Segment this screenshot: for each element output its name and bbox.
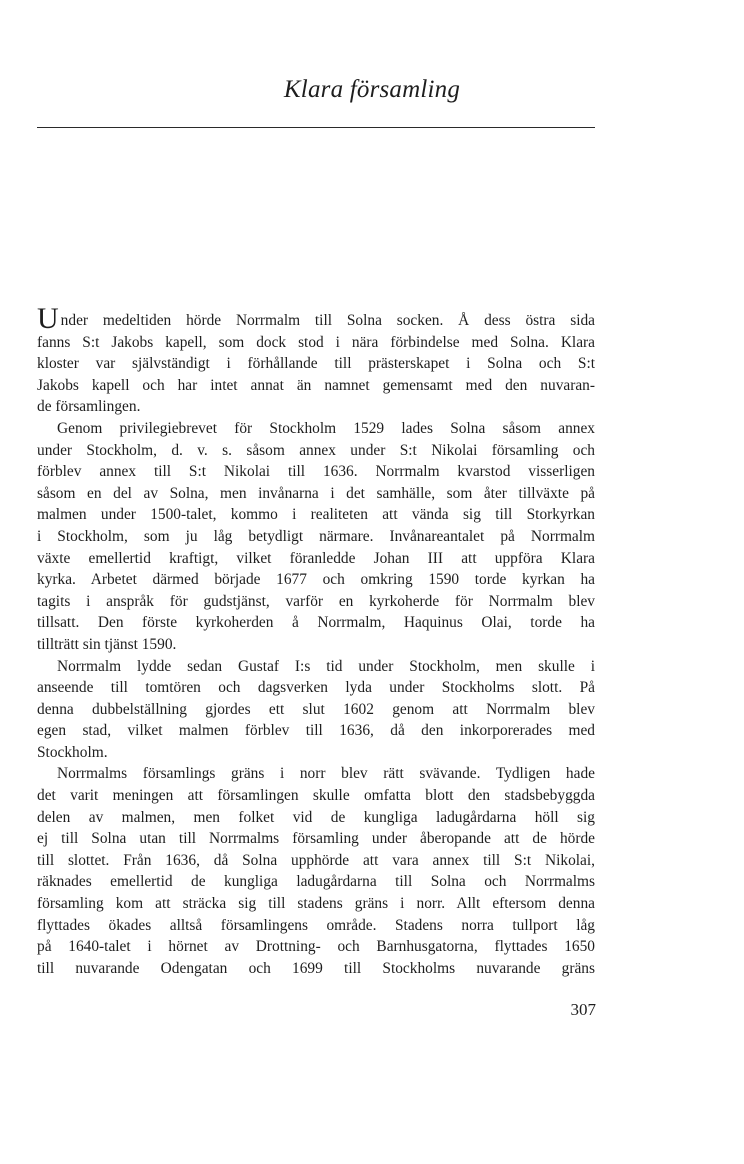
text-line: tillträtt sin tjänst 1590. xyxy=(37,635,177,653)
text-line: tagits i anspråk för gudstjänst, varför en kyrkoherde för Norrmalm blev xyxy=(37,592,595,610)
text-line: Norrmalm lydde sedan Gustaf I:s tid under Stockholm, men skulle i xyxy=(57,657,595,675)
text-line: kyrka. Arbetet därmed började 1677 och omkring 1590 torde kyrkan ha xyxy=(37,571,595,589)
text-line: på 1640-talet i hörnet av Drottning- och Barnhusgatorna, flyttades 1650 xyxy=(37,938,595,956)
text-line: fanns S:t Jakobs kapell, som dock stod i nära förbindelse med Solna. Klara xyxy=(37,333,595,351)
page-title: Klara församling xyxy=(283,76,461,103)
text-line: växte emellertid kraftigt, vilket föranledde Johan III att uppföra Klara xyxy=(37,549,595,567)
drop-cap: U xyxy=(37,302,59,335)
text-line: Genom privilegiebrevet för Stockholm 1529 lades Solna såsom annex xyxy=(57,419,595,437)
title-rule xyxy=(37,127,595,128)
text-line: malmen under 1500-talet, kommo i realiteten att vända sig till Storkyrkan xyxy=(37,506,595,524)
text-line: till slottet. Från 1636, då Solna upphörde att vara annex till S:t Nikolai, xyxy=(37,851,595,869)
text-line: denna dubbelställning gjordes ett slut 1602 genom att Norrmalm blev xyxy=(37,700,595,718)
text-line: förblev annex till S:t Nikolai till 1636. Norrmalm kvarstod visserligen xyxy=(37,463,595,481)
text-line: tillsatt. Den förste kyrkoherden å Norrmalm, Haquinus Olai, torde ha xyxy=(37,614,595,632)
text-line: under Stockholm, d. v. s. såsom annex under S:t Nikolai församling och xyxy=(37,441,595,459)
text-line: det varit meningen att församlingen skulle omfatta blott den stadsbebyggda xyxy=(37,787,595,805)
text-line: Under medeltiden hörde Norrmalm till Solna socken. Å dess östra sida xyxy=(37,302,595,335)
text-line: anseende till tomtören och dagsverken lyda under Stockholms slott. På xyxy=(37,679,595,697)
text-line: Norrmalms församlings gräns i norr blev rätt svävande. Tydligen hade xyxy=(57,765,595,783)
page-number: 307 xyxy=(570,1000,596,1019)
text-line: såsom en del av Solna, men invånarna i det samhälle, som åter tillväxte på xyxy=(37,484,595,502)
text-line: församling kom att sträcka sig till stadens gräns i norr. Allt eftersom denna xyxy=(37,895,595,913)
text-line: egen stad, vilket malmen förblev till 1636, då den inkorporerades med xyxy=(37,722,595,740)
text-line: i Stockholm, som ju låg betydligt närmare. Invånareantalet på Norrmalm xyxy=(37,527,595,545)
text-line: till nuvarande Odengatan och 1699 till Stockholms nuvarande gräns xyxy=(37,959,595,977)
text-line: ej till Solna utan till Norrmalms församling under åberopande att de hörde xyxy=(37,830,595,848)
text-line: delen av malmen, men folket vid de kungliga ladugårdarna höll sig xyxy=(37,808,595,826)
body-text xyxy=(37,302,595,979)
text-line: Jakobs kapell och har intet annat än namnet gemensamt med den nuvaran- xyxy=(37,376,595,394)
text-line: flyttades ökades alltså församlingens område. Stadens norra tullport låg xyxy=(37,916,595,934)
text-line: räknades emellertid de kungliga ladugårdarna till Solna och Norrmalms xyxy=(37,873,595,891)
text-line: Stockholm. xyxy=(37,743,108,761)
text-line: de församlingen. xyxy=(37,398,141,416)
text-line: kloster var självständigt i förhållande till prästerskapet i Solna och S:t xyxy=(37,355,595,373)
